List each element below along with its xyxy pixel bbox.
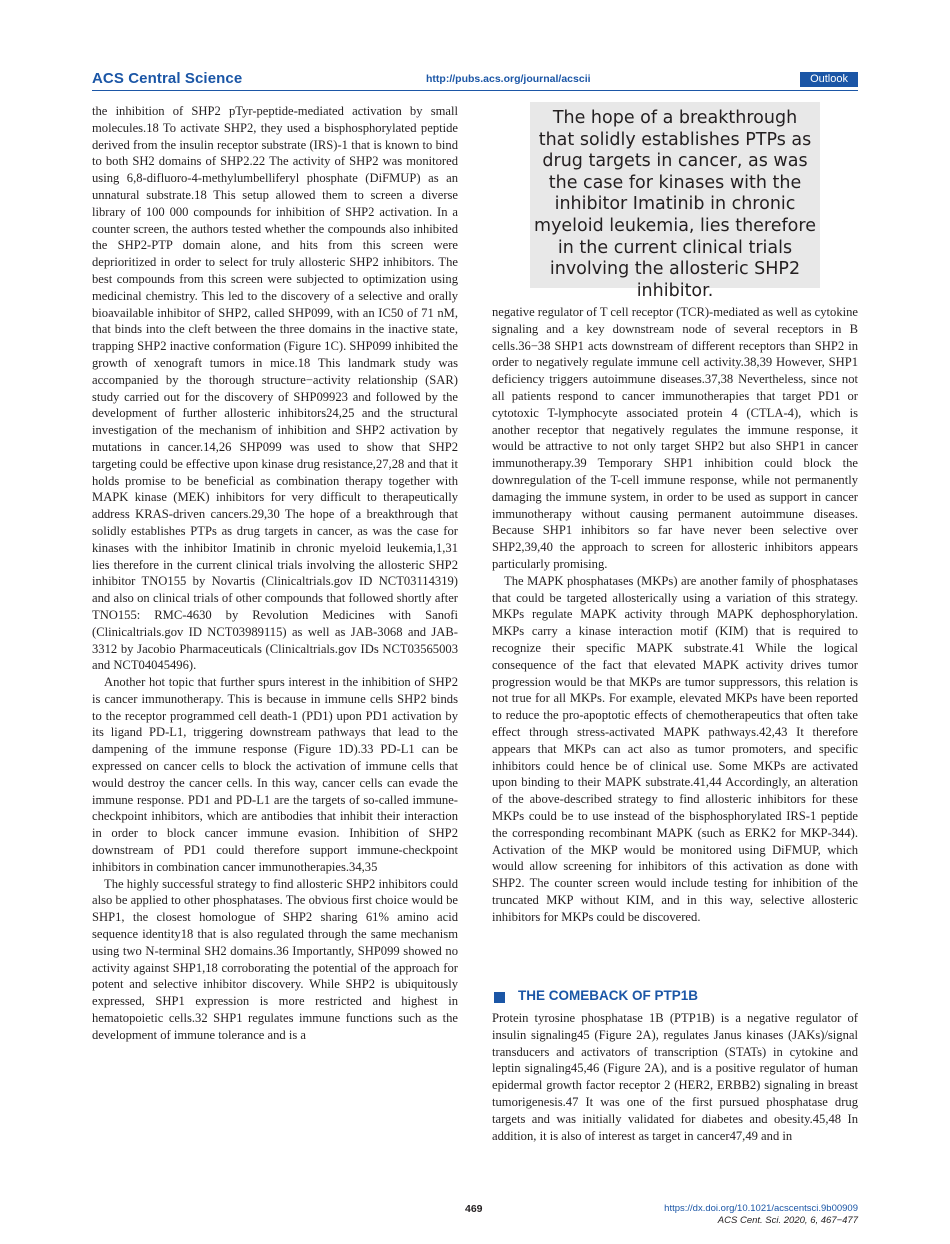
section-badge: Outlook [800,72,858,87]
right-column-continued [492,1010,858,1144]
paragraph: the inhibition of SHP2 pTyr-peptide-mediated activation by small molecules.18 To activate SHP2, they used a bisphosphorylated peptide derived from the insulin receptor substrate (IRS)-1 that is known to bind to both SH2 domains of SHP2.22 The activity of SHP2 was monitored using 6,8-difluoro-4-methylumbelliferyl phosphate (DiFMUP) as an unnatural substrate.18 This setup allowed them to screen a diverse library of 100 000 compounds for inhibition of SHP2 activation. In a counter screen, the authors tested whether the compounds also inhibited the SHP2-PTP domain alone, and hits from this screen were deprioritized in order to select for truly allosteric SHP2 inhibitors. The best compounds from this screen were subjected to optimization using medicinal chemistry. This led to the discovery of a selective and orally bioavailable inhibitor of SHP2, called SHP099, with an IC50 of 71 nM, that binds into the cleft between the three domains in the inactive state, trapping SHP2 inactive conformation (Figure 1C). SHP099 inhibited the growth of xenograft tumors in mice.18 This landmark study was accompanied by the thorough structure−activity relationship (SAR) study carried out for the discovery of SHP09923 and followed by the development of further allosteric inhibitors24,25 and the structural investigation of the mechanism of inhibition and SHP2 activation by mutations in cancer.14,26 SHP099 was used to show that SHP2 targeting could be effective upon kinase drug resistance,27,28 and that it holds promise to be beneficial as combination therapy together with MAPK kinase (MEK) inhibitors for very difficult to therapeutically address KRAS-driven cancers.29,30 The hope of a breakthrough that solidly establishes PTPs as drug targets in cancer, as was the case for kinases with the inhibitor Imatinib in chronic myeloid leukemia,1,31 lies therefore in the current clinical trials involving the allosteric SHP2 inhibitor TNO155 by Novartis (Clinicaltrials.gov ID NCT03114319) and also on clinical trials of other compounds that followed shortly after TNO155: RMC-4630 by Revolution Medicines with Sanofi (Clinicaltrials.gov ID NCT03989115) as well as JAB-3068 and JAB-3312 by Jacobio Pharmaceuticals (Clinicaltrials.gov IDs NCT03565003 and NCT04045496). [92,104,458,673]
citation: ACS Cent. Sci. 2020, 6, 467−477 [717,1215,858,1226]
doi-link[interactable]: https://dx.doi.org/10.1021/acscentsci.9b00909 [664,1203,858,1214]
header-rule [92,90,858,91]
right-column [492,304,858,925]
paragraph: The MAPK phosphatases (MKPs) are another family of phosphatases that could be targeted allosterically using a variation of this strategy. MKPs regulate MAPK activity through MAPK dephosphorylation. MKPs carry a kinase interaction motif (KIM) that is required to recognize their specific MAPK substrate.41 While the logical consequence of the fact that elevated MAPK activity drives tumor progression would be that MKPs are tumor suppressors, this relation is not true for all MKPs. For example, elevated MKPs have been reported to reduce the pro-apoptotic effects of chemotherapeutics that often take effect through stress-activated MAPK pathways.42,43 It therefore appears that MKPs can act also as tumor promoters, and specific inhibitors could hence be of clinical use. Some MKPs are activated upon binding to their MAPK substrate.41,44 Accordingly, an alteration of the above-described strategy to find allosteric inhibitors for these MKPs could be to use instead of the bisphosphorylated IRS-1 peptide the corresponding recombinant MAPK (such as ERK2 for MKP-344). Activation of the MKP would be monitored using DiFMUP, which would allow screening for inhibitors of this activation as done with SHP2. The counter screen would include testing for inhibition of the truncated MKP without KIM, and in this way, selective allosteric inhibitors for MKPs could be discovered. [492,573,858,924]
heading-square-icon [494,992,505,1003]
pull-quote-text: The hope of a breakthrough that solidly establishes PTPs as drug targets in cancer, as was the case for kinases with the inhibitor Imatinib in chronic myeloid leukemia, lies therefore in the current clinical trials involving the allosteric SHP2 inhibitor. [534,108,816,301]
page-number: 469 [465,1203,483,1215]
paragraph: Protein tyrosine phosphatase 1B (PTP1B) is a negative regulator of insulin signaling45 (Figure 2A), regulates Janus kinases (JAKs)/signal transducers and activators of transcription (STATs) in cytokine and leptin signaling45,46 (Figure 2A), and is a positive regulator of human epidermal growth factor receptor 2 (HER2, ERBB2) signaling in breast tumorigenesis.47 It was one of the first pursued phosphatase drug targets and was initially validated for diabetes and obesity.45,48 In addition, it is also of interest as target in cancer47,49 and in [492,1011,858,1143]
page-header [92,70,858,90]
journal-url[interactable]: http://pubs.acs.org/journal/acscii [426,73,591,85]
section-heading [492,988,858,1008]
pull-quote [530,102,820,301]
paragraph: Another hot topic that further spurs interest in the inhibition of SHP2 is cancer immunotherapy. This is because in immune cells SHP2 binds to the receptor programmed cell death-1 (PD1) upon PD1 activation by its ligand PD-L1, triggering downstream pathways that lead to the dampening of the immune response (Figure 1D).33 PD-L1 can be expressed on cancer cells to block the activation of immune cells that would destroy the cancer cells. In this way, cancer cells can evade the immune response. PD1 and PD-L1 are the targets of so-called immune-checkpoint inhibitors, which are antibodies that inhibit their interaction in order to block cancer immune evasion. Inhibition of SHP2 downstream of PD1 could therefore support immune-checkpoint inhibitors in combination cancer immunotherapies.34,35 [92,675,458,874]
paragraph: The highly successful strategy to find allosteric SHP2 inhibitors could also be applied to other phosphatases. The obvious first choice would be SHP1, the closest homologue of SHP2 sharing 61% amino acid sequence identity18 that is also regulated through the same mechanism using two N-terminal SH2 domains.36 Importantly, SHP099 showed no activity against SHP1,18 corroborating the potential of the approach for potent and selective inhibitor discovery. While SHP2 is ubiquitously expressed, SHP1 expression is more restricted and highest in hematopoietic cells.32 SHP1 regulates immune functions such as the development of immune tolerance and is a [92,876,458,1042]
journal-name[interactable]: ACS Central Science [92,70,243,87]
section-heading-text: THE COMEBACK OF PTP1B [518,988,699,1003]
paragraph: negative regulator of T cell receptor (TCR)-mediated as well as cytokine signaling and a key downstream node of several receptors in B cells.36−38 SHP1 acts downstream of different receptors than SHP2 in order to negatively regulate immune cell activity.38,39 However, SHP1 deficiency triggers autoimmune diseases.37,38 Nevertheless, since not all patients respond to cancer immunotherapies that target PD1 or cytotoxic T-lymphocyte associated protein 4 (CTLA-4), which is another receptor that negatively regulates the immune response, it would be attractive to not only target SHP2 but also SHP1 in cancer immunotherapy.39 Temporary SHP1 inhibition could block the downregulation of the T-cell immune response, while not permanently damaging the immune system, in order to be used as support in cancer immunotherapy without causing permanent autoimmune diseases. Because SHP1 inhibitors so far have never been selective over SHP2,39,40 the approach to screen for allosteric inhibitors appears particularly promising. [492,305,859,571]
left-column [92,103,458,1044]
